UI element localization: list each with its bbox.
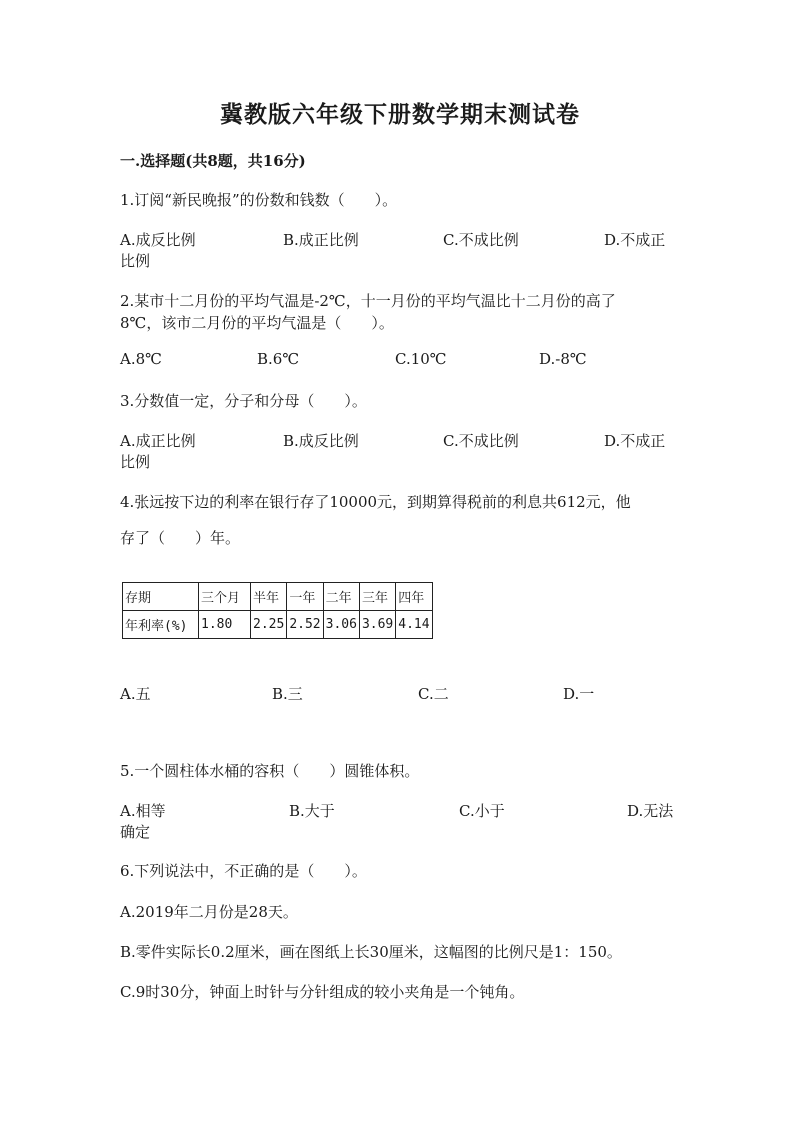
table-cell: 四年 — [396, 583, 432, 611]
table-cell: 存期 — [123, 583, 199, 611]
question-4-option-a[interactable]: A.五 — [120, 685, 151, 703]
table-row — [123, 583, 433, 611]
table-cell: 年利率(%) — [123, 611, 199, 639]
question-6-option-b[interactable]: B.零件实际长0.2厘米，画在图纸上长30厘米，这幅图的比例尺是1：150。 — [120, 943, 622, 961]
question-1-option-b[interactable]: B.成正比例 — [283, 231, 359, 249]
table-cell: 3.06 — [323, 611, 359, 639]
table-cell: 三个月 — [199, 583, 251, 611]
table-cell: 1.80 — [199, 611, 251, 639]
question-6-option-c[interactable]: C.9时30分，钟面上时针与分针组成的较小夹角是一个钝角。 — [120, 983, 525, 1001]
question-6-option-a[interactable]: A.2019年二月份是28天。 — [120, 903, 298, 921]
question-2-option-a[interactable]: A.8℃ — [120, 350, 162, 368]
question-5-option-c[interactable]: C.小于 — [459, 802, 505, 820]
question-2-option-b[interactable]: B.6℃ — [257, 350, 300, 368]
question-3-option-a[interactable]: A.成正比例 — [120, 432, 196, 450]
question-5-option-d[interactable]: D.无法 — [627, 802, 674, 820]
question-4-stem-line2: 存了（ ）年。 — [120, 529, 241, 547]
question-4-option-b[interactable]: B.三 — [272, 685, 303, 703]
table-cell: 2.52 — [287, 611, 323, 639]
table-cell: 一年 — [287, 583, 323, 611]
question-5-option-a[interactable]: A.相等 — [120, 802, 166, 820]
question-1-option-d-wrap: 比例 — [120, 252, 151, 270]
page-title: 冀教版六年级下册数学期末测试卷 — [220, 101, 580, 128]
question-2-stem-line1: 2.某市十二月份的平均气温是-2℃，十一月份的平均气温比十二月份的高了 — [120, 292, 616, 310]
table-cell: 三年 — [359, 583, 395, 611]
question-4-stem-line1: 4.张远按下边的利率在银行存了10000元，到期算得税前的利息共612元，他 — [120, 493, 631, 511]
question-4-option-d[interactable]: D.一 — [563, 685, 595, 703]
question-6-stem: 6.下列说法中，不正确的是（ ）。 — [120, 862, 367, 880]
interest-rate-table — [122, 582, 433, 639]
table-cell: 半年 — [251, 583, 287, 611]
question-5-stem: 5.一个圆柱体水桶的容积（ ）圆锥体积。 — [120, 762, 420, 780]
table-row — [123, 611, 433, 639]
question-2-stem-line2: 8℃，该市二月份的平均气温是（ ）。 — [120, 314, 394, 332]
question-3-option-b[interactable]: B.成反比例 — [283, 432, 359, 450]
question-3-option-c[interactable]: C.不成比例 — [443, 432, 519, 450]
table-cell: 3.69 — [359, 611, 395, 639]
question-5-option-b[interactable]: B.大于 — [289, 802, 335, 820]
question-5-option-d-wrap: 确定 — [120, 823, 151, 841]
question-1-option-a[interactable]: A.成反比例 — [120, 231, 196, 249]
question-1-option-c[interactable]: C.不成比例 — [443, 231, 519, 249]
question-1-option-d[interactable]: D.不成正 — [604, 231, 666, 249]
question-4-option-c[interactable]: C.二 — [418, 685, 449, 703]
question-2-option-d[interactable]: D.-8℃ — [539, 350, 587, 368]
table-cell: 二年 — [323, 583, 359, 611]
section-heading: 一.选择题(共8题，共16分) — [120, 152, 306, 170]
question-1-stem: 1.订阅“新民晚报”的份数和钱数（ ）。 — [120, 191, 398, 209]
table-cell: 2.25 — [251, 611, 287, 639]
question-3-option-d-wrap: 比例 — [120, 453, 151, 471]
table-cell: 4.14 — [396, 611, 432, 639]
question-2-option-c[interactable]: C.10℃ — [395, 350, 447, 368]
question-3-option-d[interactable]: D.不成正 — [604, 432, 666, 450]
question-3-stem: 3.分数值一定，分子和分母（ ）。 — [120, 392, 367, 410]
